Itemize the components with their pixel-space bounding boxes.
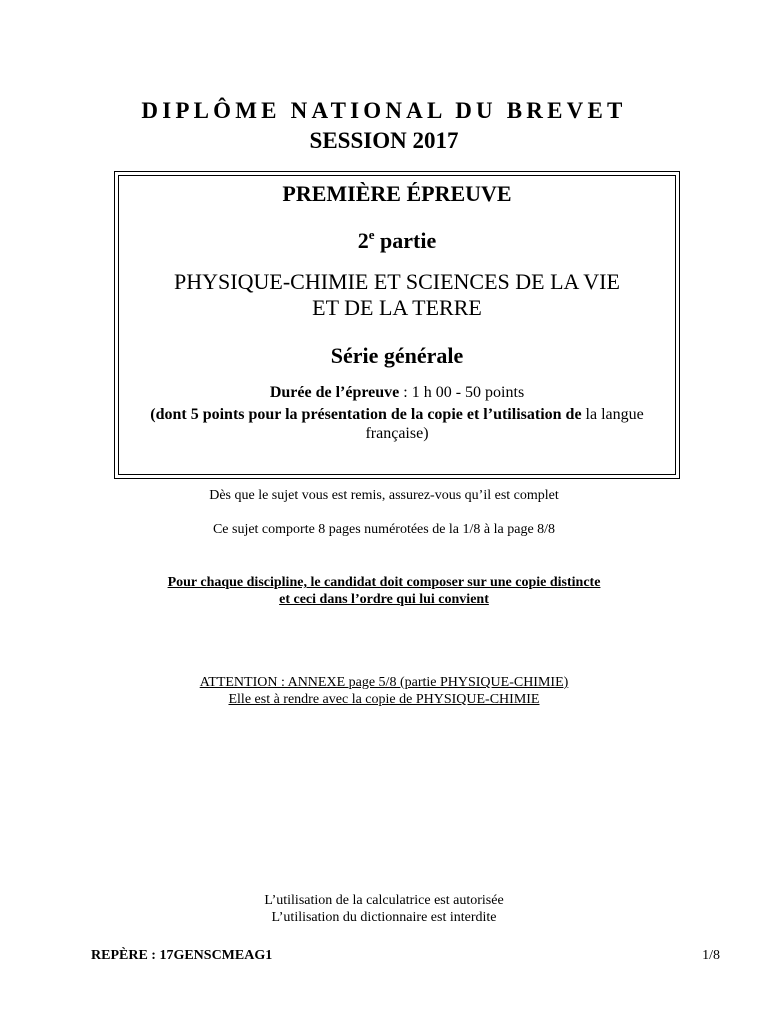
duree-label: Durée de l’épreuve: [269, 384, 400, 401]
presentation-note-bold: (dont 5 points pour la présentation de la copie et l’utilisation de: [150, 406, 582, 423]
discipline-title: [119, 269, 675, 321]
attention-line-1: ATTENTION : ANNEXE page 5/8 (partie PHYSIQUE-CHIMIE): [199, 675, 569, 690]
presentation-note-line-2: française): [365, 425, 429, 442]
instruction-line-2: et ceci dans l’ordre qui lui convient: [279, 592, 489, 607]
epreuve-title: PREMIÈRE ÉPREUVE: [282, 181, 512, 206]
partie-title: [119, 227, 675, 254]
usage-rules: [0, 892, 768, 926]
partie-number: 2: [357, 228, 369, 253]
calculator-rule: L’utilisation de la calculatrice est autorisée: [264, 893, 504, 908]
document-title: DIPLÔME NATIONAL DU BREVET: [141, 98, 627, 123]
annex-attention: [0, 674, 768, 708]
discipline-line-1: PHYSIQUE-CHIMIE ET SCIENCES DE LA VIE: [174, 269, 620, 294]
attention-line-2: Elle est à rendre avec la copie de PHYSIQUE-CHIMIE: [228, 692, 540, 707]
partie-label: partie: [374, 228, 437, 253]
serie-title: Série générale: [330, 343, 464, 368]
exam-info-box: [114, 171, 680, 479]
discipline-line-2: ET DE LA TERRE: [312, 295, 482, 320]
exam-info-box-inner: [118, 175, 676, 475]
duree-line: [119, 384, 675, 402]
discipline-instructions: [0, 574, 768, 608]
presentation-note-regular: la langue: [581, 406, 644, 423]
page-count-notice: Ce sujet comporte 8 pages numérotées de la 1/8 à la page 8/8: [212, 522, 556, 537]
presentation-note-line-1: [119, 405, 675, 424]
duree-value: : 1 h 00 - 50 points: [399, 384, 525, 401]
instruction-line-1: Pour chaque discipline, le candidat doit composer sur une copie distincte: [167, 575, 601, 590]
page-number: 1/8: [702, 948, 720, 963]
completeness-notice: Dès que le sujet vous est remis, assurez-vous qu’il est complet: [209, 488, 559, 503]
partie-superscript: e: [368, 227, 375, 242]
repere-code: REPÈRE : 17GENSCMEAG1: [91, 948, 273, 963]
session-title: SESSION 2017: [309, 128, 459, 153]
dictionary-rule: L’utilisation du dictionnaire est interdite: [271, 910, 497, 925]
presentation-note: [119, 405, 675, 443]
